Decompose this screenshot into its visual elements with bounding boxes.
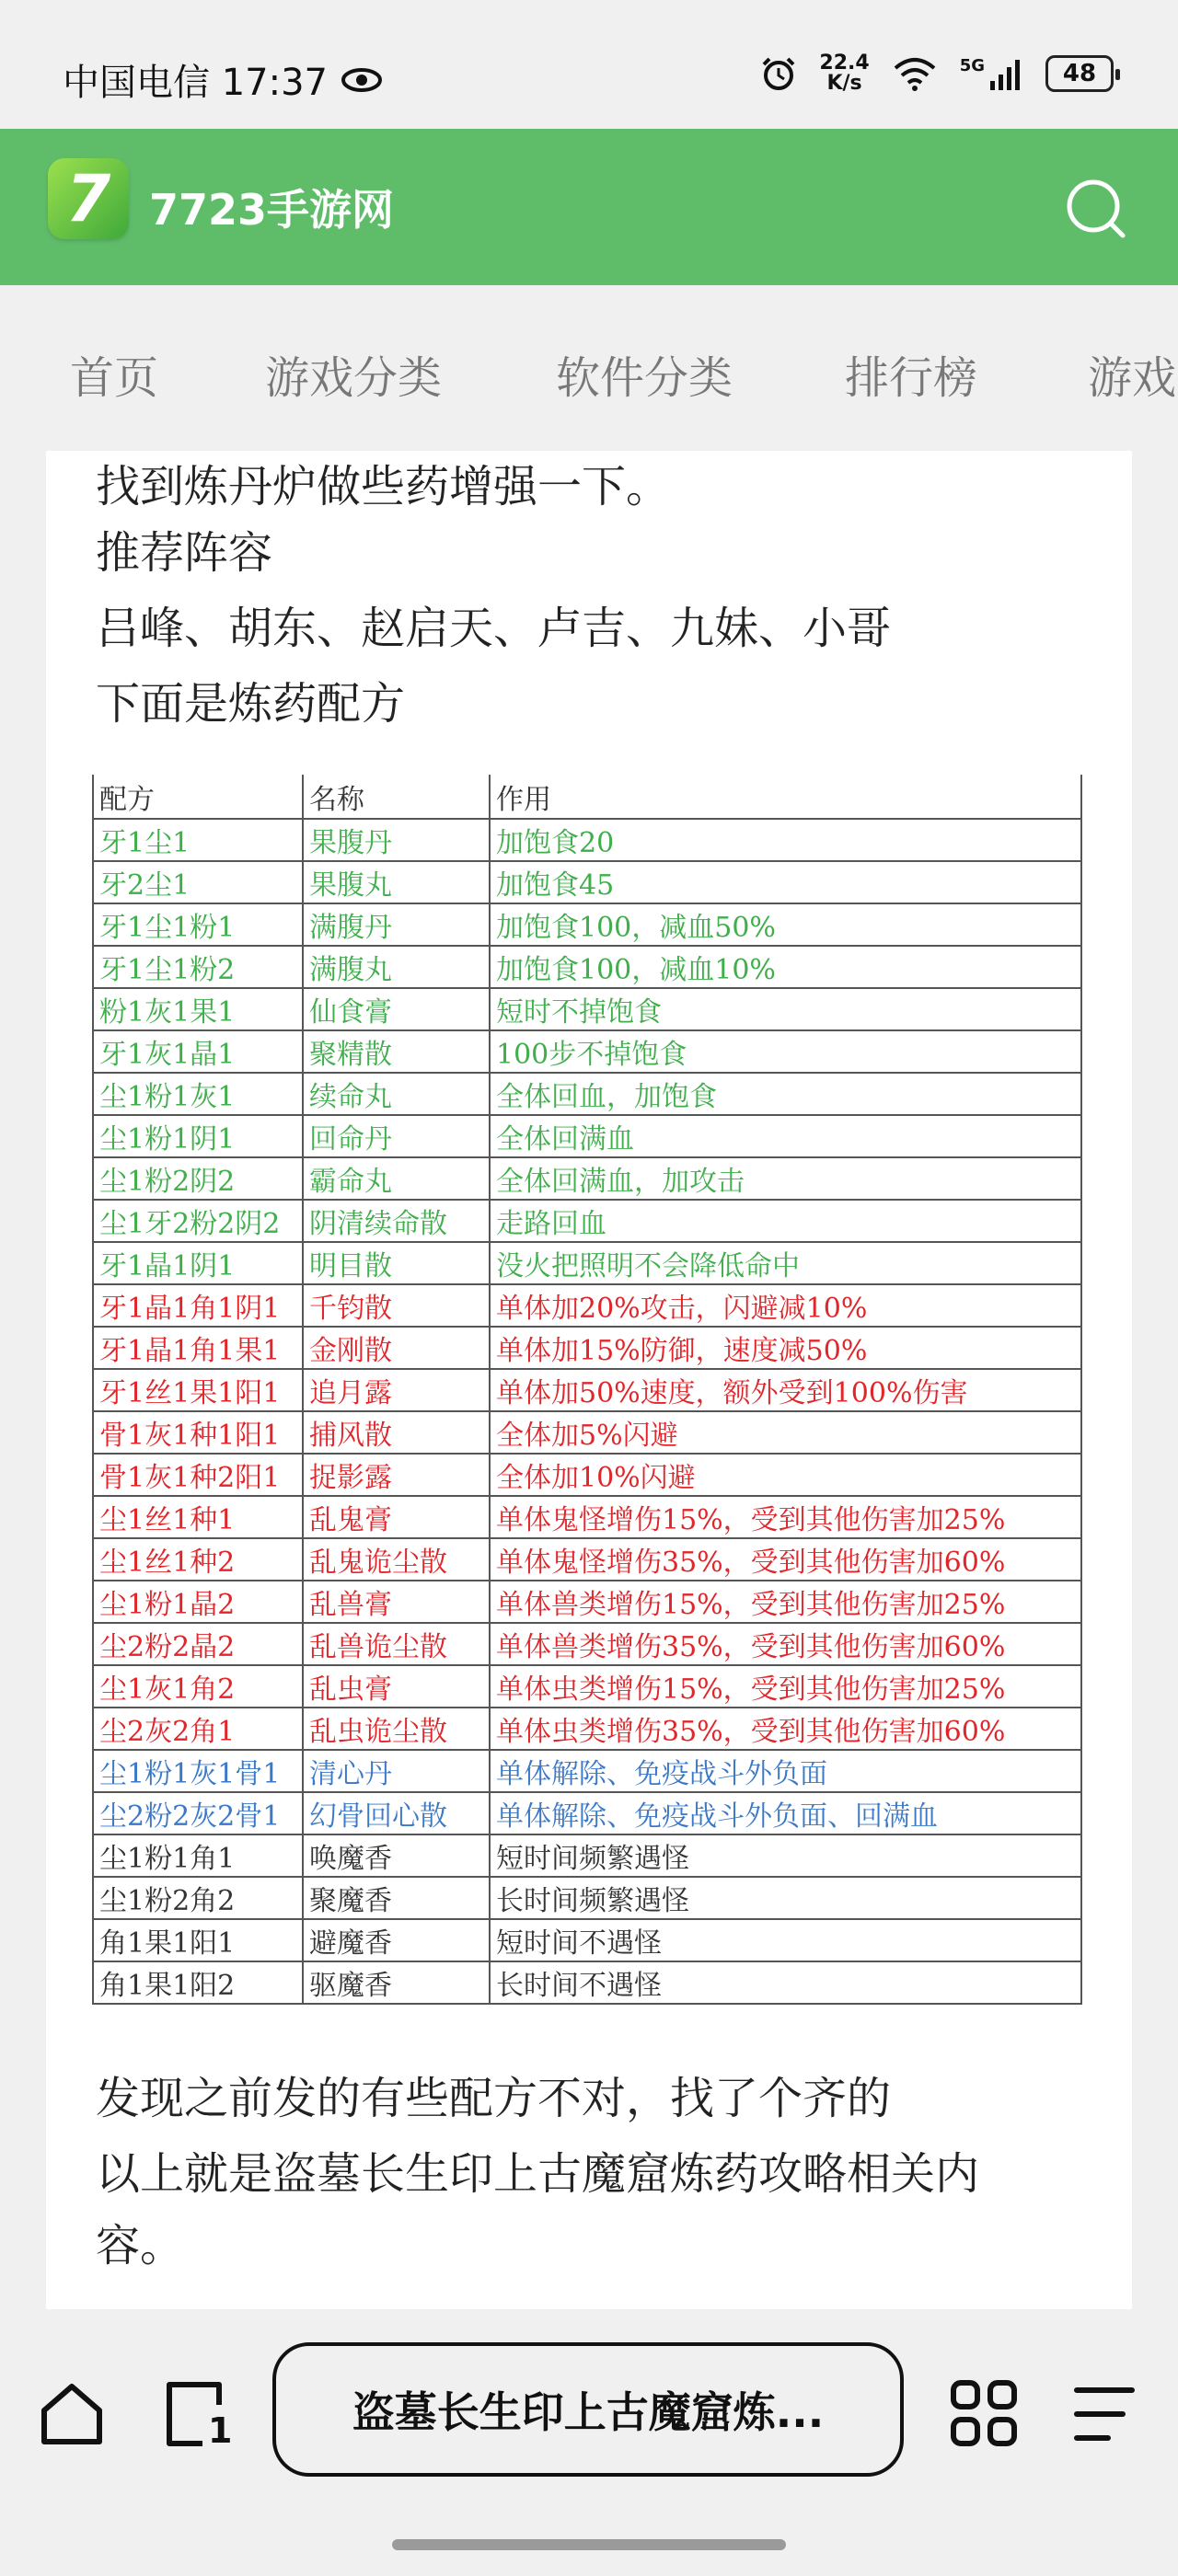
cell-recipe: 尘1灰1角2 — [93, 1665, 303, 1708]
cell-recipe: 角1果1阳1 — [93, 1919, 303, 1961]
header-recipe: 配方 — [93, 775, 303, 819]
cell-recipe: 尘2灰2角1 — [93, 1708, 303, 1750]
table-row — [93, 1538, 1081, 1581]
cell-effect: 走路回血 — [490, 1200, 1081, 1242]
cell-recipe: 尘2粉2灰2骨1 — [93, 1792, 303, 1834]
status-left — [63, 53, 383, 106]
cell-effect: 单体加20%攻击，闪避减10% — [490, 1284, 1081, 1327]
cell-effect: 全体加10%闪避 — [490, 1454, 1081, 1496]
cell-effect: 单体鬼怪增伤35%，受到其他伤害加60% — [490, 1538, 1081, 1581]
table-row — [93, 819, 1081, 861]
table-row — [93, 1242, 1081, 1284]
nav-item-rankings[interactable]: 排行榜 — [845, 352, 978, 404]
cell-name: 驱魔香 — [303, 1961, 490, 2004]
cell-recipe: 尘1粉1晶2 — [93, 1581, 303, 1623]
table-row — [93, 1496, 1081, 1538]
network-speed-value: 22.4 — [819, 52, 870, 75]
cell-name: 乱鬼诡尘散 — [303, 1538, 490, 1581]
battery-level: 48 — [1062, 60, 1097, 87]
tab-count: 1 — [208, 2410, 233, 2451]
home-indicator[interactable] — [392, 2539, 786, 2550]
cell-name: 金刚散 — [303, 1327, 490, 1369]
status-bar — [0, 0, 1178, 129]
cell-name: 回命丹 — [303, 1115, 490, 1157]
table-row — [93, 1919, 1081, 1961]
cell-recipe: 牙1灰1晶1 — [93, 1030, 303, 1073]
cell-recipe: 尘1牙2粉2阴2 — [93, 1200, 303, 1242]
table-row — [93, 1834, 1081, 1877]
cell-effect: 加饱食20 — [490, 819, 1081, 861]
nav-item-home[interactable]: 首页 — [70, 352, 159, 404]
nav-item-software-categories[interactable]: 软件分类 — [556, 352, 733, 404]
network-type: 5G — [959, 55, 985, 75]
cell-name: 明目散 — [303, 1242, 490, 1284]
cell-recipe: 骨1灰1种2阳1 — [93, 1454, 303, 1496]
table-row — [93, 1877, 1081, 1919]
table-row — [93, 1369, 1081, 1411]
cell-effect: 没火把照明不会降低命中 — [490, 1242, 1081, 1284]
table-row — [93, 1284, 1081, 1327]
cell-name: 霸命丸 — [303, 1157, 490, 1200]
wifi-icon — [892, 55, 938, 92]
eye-icon — [341, 66, 383, 94]
table-row — [93, 1623, 1081, 1665]
nav-item-games[interactable]: 游戏 — [1088, 352, 1177, 404]
table-row — [93, 946, 1081, 988]
cell-recipe: 尘1丝1种1 — [93, 1496, 303, 1538]
table-row — [93, 1454, 1081, 1496]
cell-effect: 单体加50%速度，额外受到100%伤害 — [490, 1369, 1081, 1411]
cell-effect: 单体兽类增伤35%，受到其他伤害加60% — [490, 1623, 1081, 1665]
cell-recipe: 牙1尘1粉1 — [93, 903, 303, 946]
nav-item-game-categories[interactable]: 游戏分类 — [265, 352, 443, 404]
cell-recipe: 牙1尘1 — [93, 819, 303, 861]
cell-name: 果腹丸 — [303, 861, 490, 903]
table-row — [93, 1708, 1081, 1750]
cell-name: 满腹丸 — [303, 946, 490, 988]
intro-line: 吕峰、胡东、赵启天、卢吉、九妹、小哥 — [96, 603, 892, 654]
cell-effect: 100步不掉饱食 — [490, 1030, 1081, 1073]
cell-name: 聚魔香 — [303, 1877, 490, 1919]
cell-name: 仙食膏 — [303, 988, 490, 1030]
cell-effect: 单体鬼怪增伤15%，受到其他伤害加25% — [490, 1496, 1081, 1538]
cell-effect: 全体加5%闪避 — [490, 1411, 1081, 1454]
cell-name: 阴清续命散 — [303, 1200, 490, 1242]
table-row — [93, 1073, 1081, 1115]
table-row — [93, 1411, 1081, 1454]
table-row — [93, 1157, 1081, 1200]
cell-effect: 短时不掉饱食 — [490, 988, 1081, 1030]
cell-effect: 加饱食100，减血10% — [490, 946, 1081, 988]
cell-effect: 短时间频繁遇怪 — [490, 1834, 1081, 1877]
cell-recipe: 牙1晶1阴1 — [93, 1242, 303, 1284]
cell-name: 果腹丹 — [303, 819, 490, 861]
cell-effect: 单体加15%防御，速度减50% — [490, 1327, 1081, 1369]
table-header-row — [93, 775, 1081, 819]
cell-effect: 长时间不遇怪 — [490, 1961, 1081, 2004]
site-logo[interactable] — [48, 158, 129, 239]
cell-name: 捉影露 — [303, 1454, 490, 1496]
current-tab-title[interactable]: 盗墓长生印上古魔窟炼... — [272, 2342, 904, 2477]
cell-recipe: 牙2尘1 — [93, 861, 303, 903]
carrier-time: 中国电信 17:37 — [63, 62, 328, 104]
cell-name: 幻骨回心散 — [303, 1792, 490, 1834]
cell-recipe: 尘1粉1角1 — [93, 1834, 303, 1877]
cell-effect: 全体回血，加饱食 — [490, 1073, 1081, 1115]
table-row — [93, 1200, 1081, 1242]
table-row — [93, 1030, 1081, 1073]
menu-icon[interactable] — [1068, 2377, 1141, 2451]
cell-name: 乱虫膏 — [303, 1665, 490, 1708]
cell-name: 乱兽诡尘散 — [303, 1623, 490, 1665]
header-effect: 作用 — [490, 775, 1081, 819]
table-row — [93, 1961, 1081, 2004]
table-row — [93, 1792, 1081, 1834]
site-name[interactable]: 7723手游网 — [149, 185, 395, 235]
cell-name: 千钧散 — [303, 1284, 490, 1327]
cell-recipe: 尘2粉2晶2 — [93, 1623, 303, 1665]
home-icon[interactable] — [35, 2377, 109, 2451]
cell-recipe: 角1果1阳2 — [93, 1961, 303, 2004]
cell-name: 唤魔香 — [303, 1834, 490, 1877]
cell-recipe: 粉1灰1果1 — [93, 988, 303, 1030]
cell-name: 追月露 — [303, 1369, 490, 1411]
signal-bars-icon — [988, 57, 1023, 92]
cell-name: 乱兽膏 — [303, 1581, 490, 1623]
cell-name: 清心丹 — [303, 1750, 490, 1792]
cell-recipe: 尘1丝1种2 — [93, 1538, 303, 1581]
category-nav — [0, 285, 1178, 451]
cell-name: 乱鬼膏 — [303, 1496, 490, 1538]
search-icon[interactable] — [1058, 171, 1132, 245]
table-row — [93, 1327, 1081, 1369]
cell-name: 乱虫诡尘散 — [303, 1708, 490, 1750]
article-card — [46, 451, 1132, 2309]
table-row — [93, 1581, 1081, 1623]
battery-indicator — [1045, 55, 1114, 92]
table-row — [93, 988, 1081, 1030]
intro-line: 下面是炼药配方 — [96, 678, 406, 730]
cell-effect: 加饱食100，减血50% — [490, 903, 1081, 946]
cell-recipe: 尘1粉1灰1 — [93, 1073, 303, 1115]
browser-bottom-bar — [0, 2309, 1178, 2576]
cell-effect: 单体解除、免疫战斗外负面 — [490, 1750, 1081, 1792]
header-name: 名称 — [303, 775, 490, 819]
recipe-table — [92, 775, 1082, 2005]
outro-line: 容。 — [96, 2220, 185, 2271]
cell-recipe: 尘1粉2阴2 — [93, 1157, 303, 1200]
cell-recipe: 尘1粉2角2 — [93, 1877, 303, 1919]
apps-grid-icon[interactable] — [948, 2377, 1022, 2451]
cell-recipe: 骨1灰1种1阳1 — [93, 1411, 303, 1454]
cell-name: 避魔香 — [303, 1919, 490, 1961]
cell-effect: 短时间不遇怪 — [490, 1919, 1081, 1961]
cell-effect: 单体兽类增伤15%，受到其他伤害加25% — [490, 1581, 1081, 1623]
outro-line: 发现之前发的有些配方不对，找了个齐的 — [96, 2073, 892, 2124]
cell-effect: 长时间频繁遇怪 — [490, 1877, 1081, 1919]
outro-line: 以上就是盗墓长生印上古魔窟炼药攻略相关内 — [96, 2148, 980, 2200]
cell-effect: 全体回满血 — [490, 1115, 1081, 1157]
cell-recipe: 牙1晶1角1果1 — [93, 1327, 303, 1369]
table-row — [93, 1115, 1081, 1157]
cell-name: 捕风散 — [303, 1411, 490, 1454]
table-row — [93, 1750, 1081, 1792]
table-row — [93, 861, 1081, 903]
site-header — [0, 129, 1178, 285]
cell-name: 续命丸 — [303, 1073, 490, 1115]
cell-effect: 全体回满血，加攻击 — [490, 1157, 1081, 1200]
tabs-button[interactable] — [160, 2377, 234, 2451]
network-speed — [819, 53, 869, 94]
logo-text: 7 — [65, 161, 111, 236]
cell-name: 满腹丹 — [303, 903, 490, 946]
table-row — [93, 903, 1081, 946]
cell-signal — [960, 56, 1023, 92]
alarm-icon — [760, 55, 797, 92]
cell-effect: 单体解除、免疫战斗外负面、回满血 — [490, 1792, 1081, 1834]
cell-recipe: 牙1丝1果1阳1 — [93, 1369, 303, 1411]
cell-recipe: 牙1晶1角1阴1 — [93, 1284, 303, 1327]
table-row — [93, 1665, 1081, 1708]
cell-effect: 单体虫类增伤15%，受到其他伤害加25% — [490, 1665, 1081, 1708]
cell-recipe: 牙1尘1粉2 — [93, 946, 303, 988]
intro-line: 推荐阵容 — [96, 527, 273, 579]
cell-recipe: 尘1粉1灰1骨1 — [93, 1750, 303, 1792]
cell-name: 聚精散 — [303, 1030, 490, 1073]
cell-effect: 单体虫类增伤35%，受到其他伤害加60% — [490, 1708, 1081, 1750]
intro-line: 找到炼丹炉做些药增强一下。 — [96, 461, 671, 512]
network-speed-unit: K/s — [826, 72, 862, 95]
cell-effect: 加饱食45 — [490, 861, 1081, 903]
cell-recipe: 尘1粉1阴1 — [93, 1115, 303, 1157]
status-right — [760, 53, 1114, 94]
